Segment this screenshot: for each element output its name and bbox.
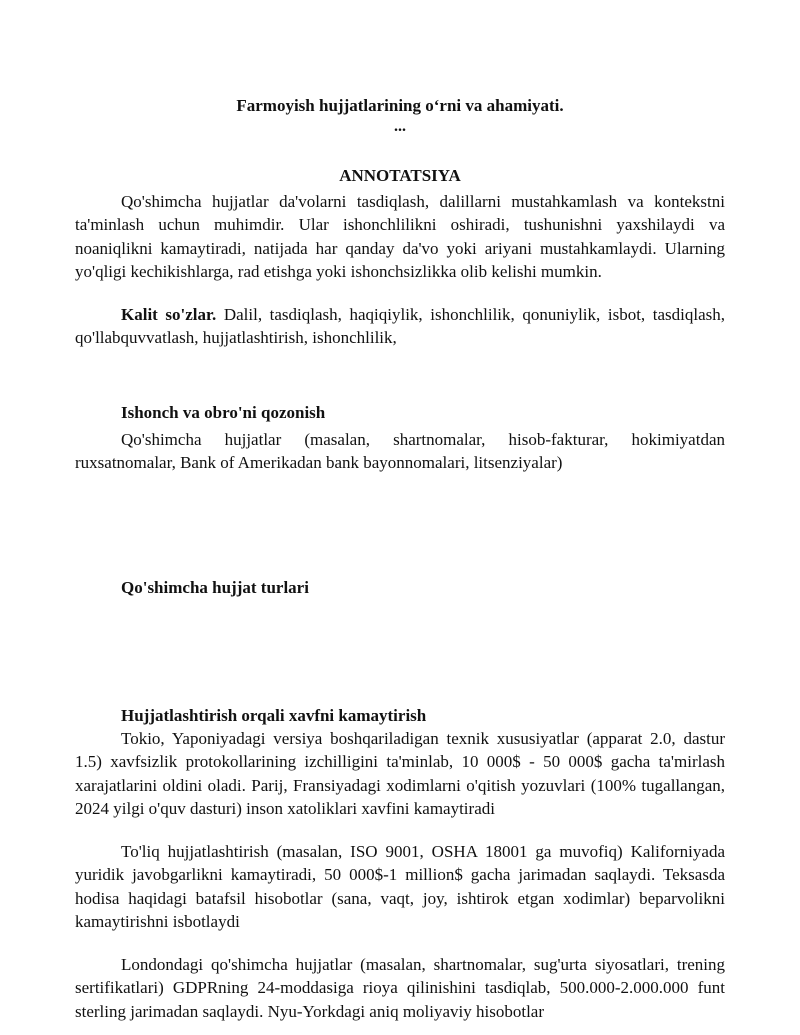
annotation-paragraph: Qo'shimcha hujjatlar da'volarni tasdiqlash, dalillarni mustahkamlash va kontekstni ta'minlash uchun muhimdir. Ular ishonchlilikni oshiradi, tushunishni yaxshilaydi va noaniqlikni kamaytiradi, natijada har qanday da'vo yoki ariyani mustahkamlaydi. Ularning yo'qligi kechikishlarga, rad etishga yoki ishonchsizlikka olib kelishi mumkin.	[75, 192, 725, 282]
keywords-label: Kalit so'zlar.	[121, 305, 217, 324]
risk-paragraph-2: To'liq hujjatlashtirish (masalan, ISO 9001, OSHA 18001 ga muvofiq) Kaliforniyada yuridik javobgarlikni kamaytiradi, 50 000$-1 million$ gacha jarimadan saqlaydi. Teksasda hodisa haqidagi batafsil hisobotlar (sana, vaqt, joy, ishtirok etgan xodimlar) beparvolikni kamaytirishni isbotlaydi	[75, 842, 725, 932]
section-heading-document-types: Qo'shimcha hujjat turlari	[121, 578, 309, 597]
section-heading-risk-reduction: Hujjatlashtirish orqali xavfni kamaytirish	[121, 706, 427, 725]
section-heading-trust: Ishonch va obro'ni qozonish	[121, 403, 326, 422]
author-placeholder: ...	[394, 118, 406, 135]
annotation-heading: ANNOTATSIYA	[339, 166, 461, 185]
risk-paragraph-1: Tokio, Yaponiyadagi versiya boshqariladigan texnik xususiyatlar (apparat 2.0, dastur 1.5) xavfsizlik protokollarining izchilligini ta'minlab, 10 000$ - 50 000$ gacha ta'mirlash xarajatlarini oldini oladi. Parij, Fransiyadagi xodimlarni o'qitish yozuvlari (100% tugallangan, 2024 yilgi o'quv dasturi) inson xatoliklari xavfini kamaytiradi	[75, 729, 725, 819]
keywords-paragraph	[75, 303, 725, 350]
keywords-text: Dalil, tasdiqlash, haqiqiylik, ishonchlilik, qonuniylik, isbot, tasdiqlash, qo'llabquvvatlash, hujjatlashtirish, ishonchlilik,	[75, 305, 725, 348]
risk-paragraph-3: Londondagi qo'shimcha hujjatlar (masalan, shartnomalar, sug'urta siyosatlari, trening sertifikatlari) GDPRning 24-moddasiga rioya qilinishini tasdiqlab, 500.000-2.000.000 funt sterling jarimadan saqlaydi. Nyu-Yorkdagi aniq moliyaviy hisobotlar	[75, 955, 725, 1021]
section-trust-paragraph: Qo'shimcha hujjatlar (masalan, shartnomalar, hisob-fakturar, hokimiyatdan ruxsatnomalar, Bank of Amerikadan bank bayonnomalari, litsenziyalar)	[75, 430, 725, 473]
document-title: Farmoyish hujjatlarining o‘rni va ahamiyati.	[236, 96, 564, 115]
